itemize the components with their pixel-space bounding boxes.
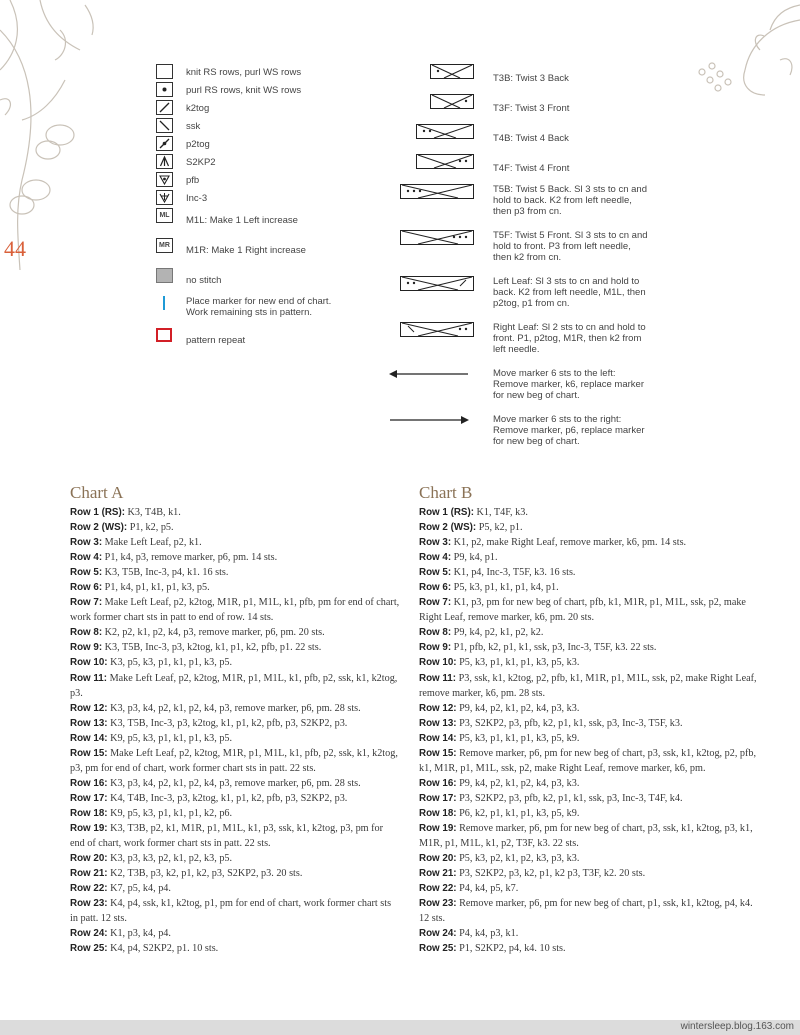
row-label: Row 19:	[419, 822, 457, 834]
row-label: Row 10:	[70, 657, 108, 669]
row-text: K3, p5, k3, p1, k1, p1, k3, p5.	[107, 657, 233, 669]
row-label: Row 15:	[70, 747, 108, 759]
row-text: K3, T5B, Inc-3, p3, k2tog, k1, p1, k2, pfb, p1. 22 sts.	[102, 642, 322, 654]
row-label: Row 16:	[419, 777, 457, 789]
row-label: Row 18:	[419, 807, 457, 819]
row-text: P5, k2, p1.	[476, 522, 523, 534]
row-label: Row 13:	[70, 717, 108, 729]
row-instruction	[70, 550, 400, 565]
row-instruction	[419, 655, 759, 670]
pfb-icon	[156, 172, 173, 187]
row-instruction	[70, 505, 400, 520]
row-label: Row 24:	[70, 928, 108, 940]
row-instruction	[70, 580, 400, 595]
row-instruction	[70, 866, 400, 881]
row-instruction	[419, 640, 759, 655]
row-text: K3, T5B, Inc-3, p3, k2tog, k1, p1, k2, pfb, p3, S2KP2, p3.	[107, 717, 348, 729]
row-label: Row 3:	[419, 537, 452, 549]
t3b-icon	[430, 64, 474, 79]
inc3-icon	[156, 190, 173, 205]
row-label: Row 11:	[70, 672, 108, 684]
row-instruction	[70, 595, 400, 625]
row-text: Remove marker, p6, pm for new beg of chart, p1, ssk, k1, k2tog, p4, k4. 12 sts.	[419, 898, 753, 925]
t4b-icon	[416, 124, 474, 139]
row-text: K3, p3, k4, p2, k1, p2, k4, p3, remove marker, p6, pm. 28 sts.	[107, 702, 361, 714]
row-text: Make Left Leaf, p2, k1.	[102, 537, 202, 549]
row-text: K2, T3B, p3, k2, p1, k2, p3, S2KP2, p3. 20 sts.	[107, 868, 303, 880]
row-label: Row 21:	[419, 868, 457, 880]
blank-square-icon	[156, 64, 173, 79]
row-text: Remove marker, p6, pm for new beg of chart, p3, ssk, k1, k2tog, p2, pfb, k1, M1R, p1, M1L, ssk, p2, make Right Leaf, remove marker, k6, pm.	[419, 747, 757, 774]
row-text: P9, k4, p1.	[451, 552, 498, 564]
row-instruction	[70, 941, 400, 956]
row-text: K1, p3, pm for new beg of chart, pfb, k1, M1R, p1, M1L, ssk, p2, make Right Leaf, remove marker, k6, pm. 20 sts.	[419, 597, 746, 624]
row-instruction	[70, 821, 400, 851]
row-label: Row 9:	[70, 642, 103, 654]
row-instruction	[419, 520, 759, 535]
row-instruction	[419, 866, 759, 881]
row-instruction	[419, 625, 759, 640]
row-label: Row 6:	[419, 582, 452, 594]
row-instruction	[419, 926, 759, 941]
row-instruction	[70, 806, 400, 821]
row-label: Row 17:	[419, 792, 457, 804]
row-text: P1, k4, p3, remove marker, p6, pm. 14 sts.	[102, 552, 278, 564]
row-text: P5, k3, p1, k1, p1, k3, p5, k9.	[456, 732, 580, 744]
row-label: Row 19:	[70, 822, 108, 834]
row-text: Make Left Leaf, p2, k2tog, M1R, p1, M1L, k1, pfb, p2, ssk, k1, k2tog, p3.	[70, 672, 398, 699]
row-text: P4, k4, p3, k1.	[456, 928, 519, 940]
row-label: Row 12:	[419, 702, 457, 714]
row-text: K7, p5, k4, p4.	[107, 883, 171, 895]
arrow-left-icon	[388, 368, 470, 380]
row-instruction	[70, 701, 400, 716]
chart-b-title: Chart B	[419, 483, 473, 502]
row-text: P1, k2, p5.	[127, 522, 174, 534]
row-label: Row 23:	[419, 898, 457, 910]
row-instruction	[419, 565, 759, 580]
row-label: Row 13:	[419, 717, 457, 729]
row-label: Row 5:	[419, 567, 452, 579]
row-text: P3, ssk, k1, k2tog, p2, pfb, k1, M1R, p1, M1L, ssk, p2, make Right Leaf, remove marker, k6, pm. 28 sts.	[419, 672, 757, 699]
row-label: Row 20:	[70, 853, 108, 865]
row-text: K3, p3, k4, p2, k1, p2, k4, p3, remove marker, p6, pm. 28 sts.	[107, 777, 361, 789]
t4f-icon	[416, 154, 474, 169]
row-text: K1, p2, make Right Leaf, remove marker, k6, pm. 14 sts.	[451, 537, 687, 549]
row-label: Row 12:	[70, 702, 108, 714]
row-label: Row 8:	[419, 627, 452, 639]
row-instruction	[419, 776, 759, 791]
row-text: P9, k4, p2, k1, p2, k4, p3, k3.	[456, 702, 580, 714]
row-text: P5, k3, p1, k1, p1, k4, p1.	[451, 582, 559, 594]
pattern-repeat-icon	[156, 328, 172, 342]
row-label: Row 15:	[419, 747, 457, 759]
row-label: Row 2 (WS):	[70, 522, 128, 534]
row-text: P3, S2KP2, p3, pfb, k2, p1, k1, ssk, p3, Inc-3, T5F, k3.	[456, 717, 683, 729]
row-label: Row 21:	[70, 868, 108, 880]
chart-b-instructions	[419, 483, 759, 956]
footer-url: wintersleep.blog.163.com	[680, 1021, 794, 1032]
row-text: P5, k3, p2, k1, p2, k3, p3, k3.	[456, 853, 580, 865]
row-instruction	[419, 595, 759, 625]
row-instruction	[419, 791, 759, 806]
arrow-right-icon	[388, 414, 470, 426]
row-text: P6, k2, p1, k1, p1, k3, p5, k9.	[456, 807, 580, 819]
row-instruction	[70, 565, 400, 580]
row-instruction	[419, 505, 759, 520]
row-instruction	[419, 731, 759, 746]
s2kp2-icon	[156, 154, 173, 169]
row-instruction	[70, 881, 400, 896]
row-text: K3, T3B, p2, k1, M1R, p1, M1L, k1, p3, ssk, k1, k2tog, p3, pm for end of chart, work former chart sts in patt. 22 sts.	[70, 822, 384, 850]
row-instruction	[419, 746, 759, 776]
chart-a-title: Chart A	[70, 483, 124, 502]
row-instruction	[70, 791, 400, 806]
row-label: Row 17:	[70, 792, 108, 804]
row-label: Row 9:	[419, 642, 452, 654]
row-instruction	[419, 806, 759, 821]
k2tog-icon	[156, 100, 173, 115]
row-instruction	[70, 625, 400, 640]
row-label: Row 1 (RS):	[419, 507, 474, 518]
row-text: K9, p5, k3, p1, k1, p1, k2, p6.	[107, 807, 233, 819]
row-text: K4, T4B, Inc-3, p3, k2tog, k1, p1, k2, pfb, p3, S2KP2, p3.	[107, 792, 348, 804]
row-instruction	[419, 671, 759, 701]
marker-line-icon	[163, 296, 165, 310]
chart-a-instructions	[70, 483, 400, 956]
row-label: Row 24:	[419, 928, 457, 940]
row-label: Row 25:	[70, 943, 108, 955]
row-instruction	[419, 941, 759, 956]
row-text: K4, p4, S2KP2, p1. 10 sts.	[107, 943, 219, 955]
row-label: Row 7:	[419, 597, 452, 609]
row-label: Row 11:	[419, 672, 457, 684]
row-instruction	[419, 716, 759, 731]
row-label: Row 3:	[70, 537, 103, 549]
row-text: K3, p3, k3, p2, k1, p2, k3, p5.	[107, 853, 233, 865]
row-text: Remove marker, p6, pm for new beg of chart, p3, ssk, k1, k2tog, p3, k1, M1R, p1, M1L, k1, p2, T3F, k3. 22 sts.	[419, 822, 753, 850]
botanical-decoration-right	[690, 0, 800, 110]
row-label: Row 20:	[419, 853, 457, 865]
row-text: P9, k4, p2, k1, p2, k4, p3, k3.	[456, 777, 580, 789]
dot-square-icon	[156, 82, 173, 97]
m1l-icon: ML	[156, 208, 173, 223]
row-label: Row 1 (RS):	[70, 507, 125, 518]
row-text: P3, S2KP2, p3, pfb, k2, p1, k1, ssk, p3, Inc-3, T4F, k4.	[456, 792, 683, 804]
row-label: Row 18:	[70, 807, 108, 819]
row-instruction	[419, 550, 759, 565]
ssk-icon	[156, 118, 173, 133]
row-label: Row 7:	[70, 597, 103, 609]
row-label: Row 4:	[419, 552, 452, 564]
row-instruction	[70, 671, 400, 701]
row-text: P4, k4, p5, k7.	[456, 883, 519, 895]
row-text: Make Left Leaf, p2, k2tog, M1R, p1, M1L, k1, pfb, pm for end of chart, work former chart sts in patt to end of row. 14 sts.	[70, 597, 400, 624]
row-instruction	[70, 731, 400, 746]
row-text: K2, p2, k1, p2, k4, p3, remove marker, p6, pm. 20 sts.	[102, 627, 325, 639]
row-instruction	[419, 896, 759, 926]
row-instruction	[70, 535, 400, 550]
row-label: Row 6:	[70, 582, 103, 594]
row-text: Make Left Leaf, p2, k2tog, M1R, p1, M1L, k1, pfb, p2, ssk, k1, k2tog, p3, pm for end of chart, work former chart sts in patt. 22 sts.	[70, 747, 398, 774]
no-stitch-icon	[156, 268, 173, 283]
row-text: P1, k4, p1, k1, p1, k3, p5.	[102, 582, 210, 594]
row-instruction	[70, 776, 400, 791]
row-text: P9, k4, p2, k1, p2, k2.	[451, 627, 544, 639]
row-text: K1, T4F, k3.	[473, 507, 528, 518]
t3f-icon	[430, 94, 474, 109]
row-text: P5, k3, p1, k1, p1, k3, p5, k3.	[456, 657, 580, 669]
right-leaf-icon	[400, 322, 474, 337]
row-text: K1, p3, k4, p4.	[107, 928, 171, 940]
row-label: Row 23:	[70, 898, 108, 910]
row-instruction	[419, 821, 759, 851]
row-text: K9, p5, k3, p1, k1, p1, k3, p5.	[107, 732, 233, 744]
row-label: Row 14:	[419, 732, 457, 744]
row-text: K3, T4B, k1.	[124, 507, 181, 518]
row-text: K4, p4, ssk, k1, k2tog, p1, pm for end of chart, work former chart sts in patt. 12 sts.	[70, 898, 392, 925]
m1r-icon: MR	[156, 238, 173, 253]
row-label: Row 5:	[70, 567, 103, 579]
row-label: Row 22:	[70, 883, 108, 895]
row-instruction	[70, 851, 400, 866]
row-instruction	[70, 926, 400, 941]
row-instruction	[419, 701, 759, 716]
page-number: 44	[4, 236, 26, 261]
row-instruction	[419, 881, 759, 896]
row-label: Row 2 (WS):	[419, 522, 477, 534]
row-instruction	[70, 746, 400, 776]
row-instruction	[419, 535, 759, 550]
row-instruction	[70, 896, 400, 926]
t5f-icon	[400, 230, 474, 245]
row-text: P3, S2KP2, p3, k2, p1, k2 p3, T3F, k2. 20 sts.	[456, 868, 646, 880]
row-label: Row 16:	[70, 777, 108, 789]
p2tog-icon	[156, 136, 173, 151]
row-instruction	[70, 655, 400, 670]
row-instruction	[419, 580, 759, 595]
row-instruction	[70, 716, 400, 731]
row-label: Row 22:	[419, 883, 457, 895]
row-instruction	[70, 520, 400, 535]
row-label: Row 14:	[70, 732, 108, 744]
row-text: K1, p4, Inc-3, T5F, k3. 16 sts.	[451, 567, 576, 579]
row-label: Row 8:	[70, 627, 103, 639]
t5b-icon	[400, 184, 474, 199]
left-leaf-icon	[400, 276, 474, 291]
row-text: P1, pfb, k2, p1, k1, ssk, p3, Inc-3, T5F, k3. 22 sts.	[451, 642, 657, 654]
row-instruction	[70, 640, 400, 655]
row-label: Row 25:	[419, 943, 457, 955]
row-text: K3, T5B, Inc-3, p4, k1. 16 sts.	[102, 567, 229, 579]
row-label: Row 4:	[70, 552, 103, 564]
row-text: P1, S2KP2, p4, k4. 10 sts.	[456, 943, 566, 955]
row-instruction	[419, 851, 759, 866]
row-label: Row 10:	[419, 657, 457, 669]
